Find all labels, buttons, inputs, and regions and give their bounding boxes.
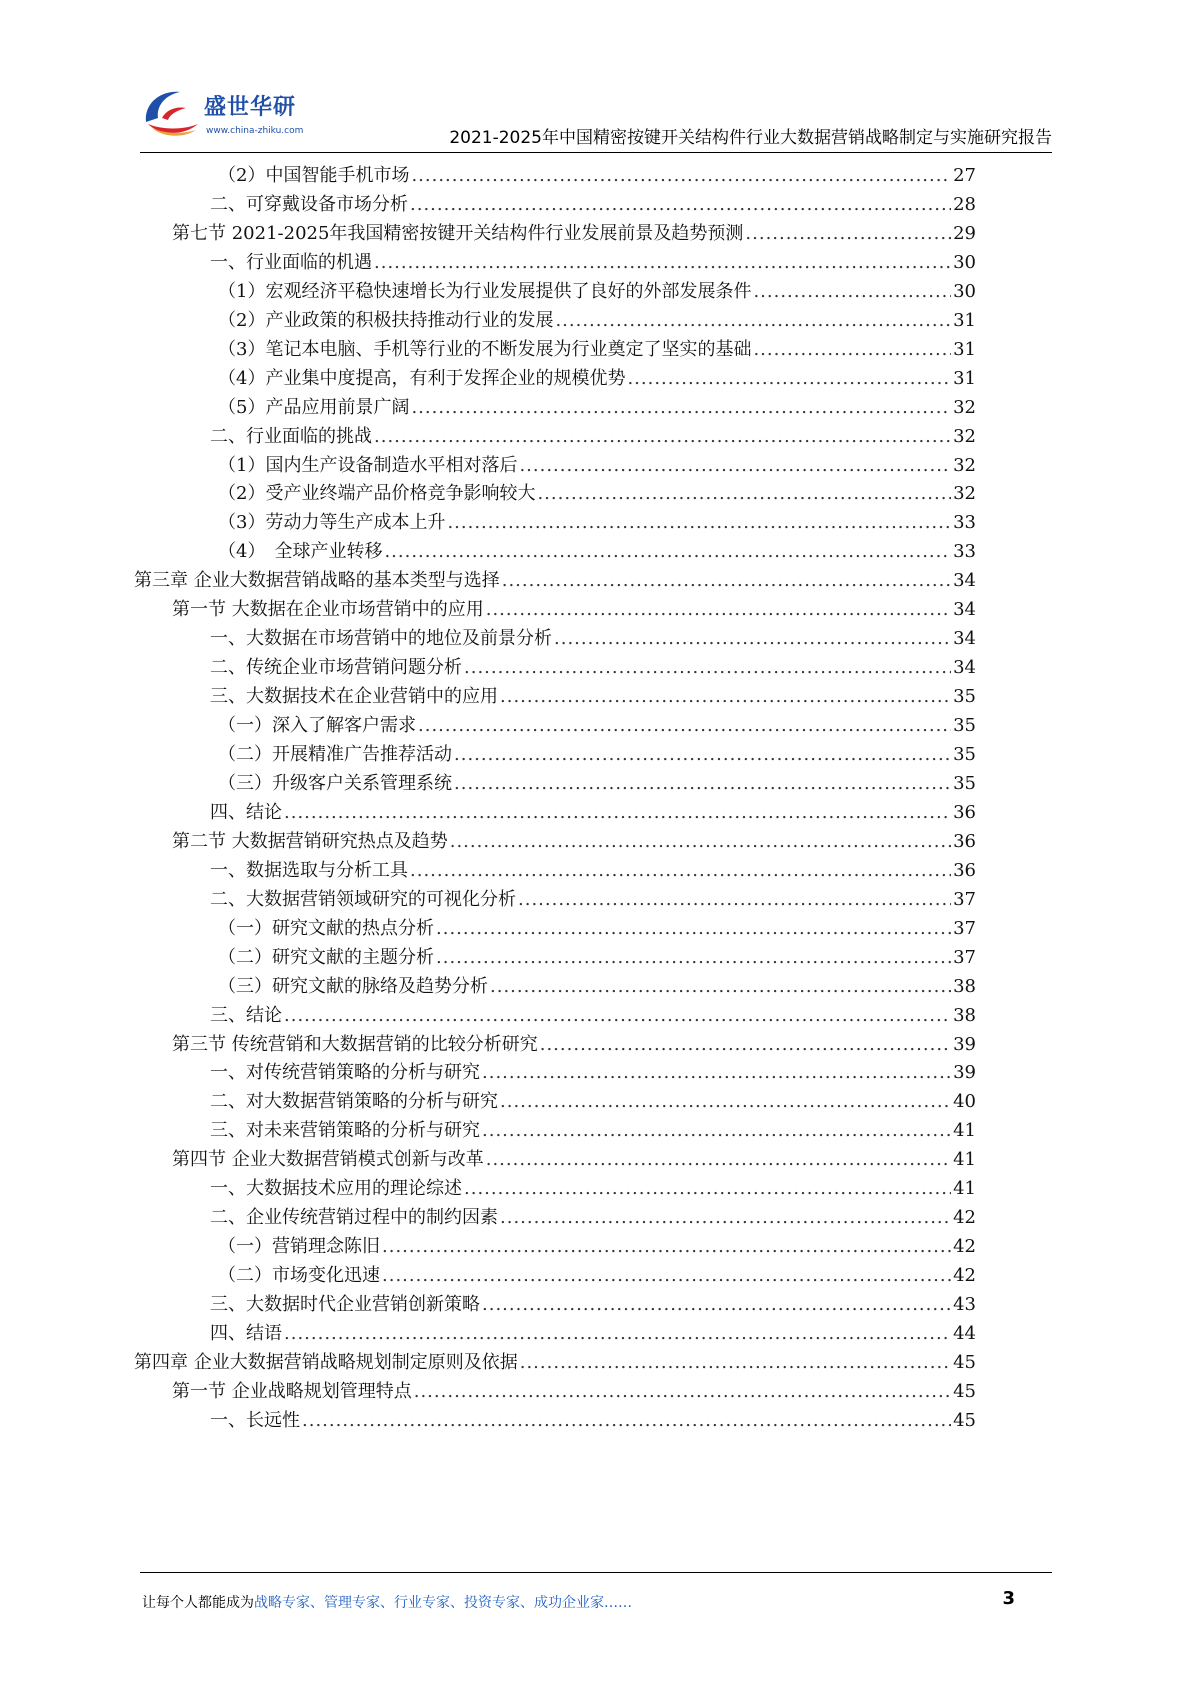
toc-entry[interactable] [218,394,976,422]
toc-entry-title: 一、长远性 [210,1409,300,1431]
toc-entry-title: 二、企业传统营销过程中的制约因素 [210,1207,498,1229]
toc-entry[interactable] [210,1407,976,1435]
toc-entry[interactable] [218,336,976,364]
footer-divider [140,1572,1052,1573]
toc-entry-page: 31 [953,338,976,360]
toc-entry[interactable] [210,1175,976,1203]
toc-entry-page: 36 [953,859,976,881]
toc-leader-dots [284,799,951,827]
toc-leader-dots [411,162,951,190]
toc-entry-title: 第二节 大数据营销研究热点及趋势 [172,830,448,852]
toc-entry[interactable] [210,857,976,885]
toc-entry-page: 35 [953,715,976,737]
toc-entry-page: 29 [953,222,976,244]
toc-entry-page: 42 [953,1236,976,1258]
toc-entry-title: 二、可穿戴设备市场分析 [210,193,408,215]
toc-entry[interactable] [218,915,976,943]
toc-leader-dots [447,509,951,537]
toc-leader-dots [482,1291,951,1319]
toc-entry-title: 三、大数据技术在企业营销中的应用 [210,686,498,708]
toc-entry-title: 第一节 大数据在企业市场营销中的应用 [172,599,484,621]
toc-entry[interactable] [218,278,976,306]
toc-leader-dots [382,1233,951,1261]
toc-leader-dots [540,1031,951,1059]
toc-entry-title: （一）深入了解客户需求 [218,715,416,737]
toc-leader-dots [500,1088,951,1116]
toc-entry-title: （一）研究文献的热点分析 [218,917,434,939]
toc-entry-title: 二、行业面临的挑战 [210,425,372,447]
toc-leader-dots [753,336,951,364]
toc-leader-dots [464,654,951,682]
toc-entry[interactable] [210,1088,976,1116]
toc-entry-title: （一）营销理念陈旧 [218,1236,380,1258]
toc-entry[interactable] [218,944,976,972]
toc-entry-title: 第三章 企业大数据营销战略的基本类型与选择 [134,570,500,592]
toc-entry-page: 44 [953,1323,976,1344]
toc-entry-page: 27 [953,165,976,186]
toc-entry[interactable] [172,1146,976,1174]
toc-leader-dots [464,1175,951,1203]
toc-entry-page: 32 [953,425,976,447]
toc-entry[interactable] [218,480,976,508]
toc-entry[interactable] [210,1002,976,1030]
toc-entry-page: 38 [953,1004,976,1026]
toc-entry[interactable] [210,1059,976,1087]
toc-entry-title: （三）升级客户关系管理系统 [218,772,452,794]
header-divider [140,152,1052,153]
toc-entry-title: 一、数据选取与分析工具 [210,859,408,881]
toc-entry-page: 40 [953,1091,976,1113]
toc-entry-title: 一、大数据在市场营销中的地位及前景分析 [210,628,552,650]
toc-leader-dots [450,828,951,856]
toc-entry-title: （二）市场变化迅速 [218,1265,380,1287]
toc-entry-title: 第七节 2021-2025年我国精密按键开关结构件行业发展前景及趋势预测 [172,222,744,244]
toc-entry-page: 34 [953,599,976,621]
toc-entry-page: 41 [953,1149,976,1171]
toc-entry-title: （3）笔记本电脑、手机等行业的不断发展为行业奠定了坚实的基础 [218,338,752,360]
slogan-lead: 让每个人都能成为 [142,1595,254,1611]
toc-entry-title: 三、结论 [210,1004,282,1026]
toc-entry-title: 四、结语 [210,1323,282,1344]
toc-entry[interactable] [210,1291,976,1319]
toc-entry-page: 31 [953,309,976,331]
toc-entry-title: 一、行业面临的机遇 [210,251,372,273]
toc-entry-page: 32 [953,483,976,505]
toc-entry-page: 34 [953,628,976,650]
footer-slogan [142,1592,632,1612]
toc-entry-title: （4）产业集中度提高，有利于发挥企业的规模优势 [218,367,626,389]
toc-entry-page: 45 [953,1409,976,1431]
toc-entry-title: （4） 全球产业转移 [218,541,383,563]
toc-leader-dots [436,915,951,943]
toc-leader-dots [753,278,951,306]
toc-entry[interactable] [210,249,976,277]
toc-entry-title: （二）研究文献的主题分析 [218,946,434,968]
toc-entry-page: 35 [953,744,976,765]
toc-entry-page: 45 [953,1380,976,1402]
toc-leader-dots [500,1204,951,1232]
toc-entry-page: 31 [953,367,976,389]
toc-entry-page: 43 [953,1294,976,1316]
toc-entry-page: 28 [953,193,976,215]
toc-entry[interactable] [210,1320,976,1348]
toc-leader-dots [284,1002,951,1030]
toc-entry-page: 35 [953,686,976,708]
toc-entry-page: 32 [953,396,976,418]
toc-entry-page: 36 [953,801,976,823]
toc-entry-page: 38 [953,975,976,997]
toc-entry-page: 33 [953,541,976,563]
toc-entry-page: 32 [953,454,976,476]
toc-entry[interactable] [218,1233,976,1261]
logo-url: www.china-zhiku.com [206,126,304,136]
toc-leader-dots [411,394,951,422]
toc-entry-title: 一、对传统营销策略的分析与研究 [210,1062,480,1084]
toc-leader-dots [537,480,951,508]
toc-entry-title: （三）研究文献的脉络及趋势分析 [218,975,488,997]
toc-entry-title: （1）国内生产设备制造水平相对落后 [218,454,518,476]
toc-entry-page: 30 [953,280,976,302]
toc-entry-title: （2）中国智能手机市场 [218,165,410,186]
toc-entry[interactable] [210,886,976,914]
toc-leader-dots [519,452,951,480]
toc-leader-dots [284,1320,951,1348]
document-title: 2021-2025年中国精密按键开关结构件行业大数据营销战略制定与实施研究报告 [449,128,1052,148]
toc-entry[interactable] [210,423,976,451]
toc-entry-page: 30 [953,251,976,273]
toc-entry-title: 二、传统企业市场营销问题分析 [210,657,462,679]
toc-entry-page: 41 [953,1178,976,1200]
toc-leader-dots [382,1262,951,1290]
toc-entry-title: （3）劳动力等生产成本上升 [218,512,446,534]
toc-leader-dots [518,886,951,914]
logo-name: 盛世华研 [204,95,297,120]
toc-entry-title: （1）宏观经济平稳快速增长为行业发展提供了良好的外部发展条件 [218,280,752,302]
toc-leader-dots [414,1378,951,1406]
toc-leader-dots [554,625,951,653]
toc-entry[interactable] [218,452,976,480]
toc-leader-dots [436,944,951,972]
toc-entry-page: 45 [953,1351,976,1373]
toc-entry[interactable] [210,799,976,827]
toc-leader-dots [490,973,951,1001]
toc-leader-dots [486,1146,951,1174]
toc-entry[interactable] [134,1349,976,1377]
toc-entry-title: 三、大数据时代企业营销创新策略 [210,1294,480,1316]
page-number: 3 [1002,1588,1015,1609]
toc-entry-page: 42 [953,1207,976,1229]
toc-entry-page: 37 [953,946,976,968]
toc-leader-dots [745,220,951,248]
toc-entry-page: 37 [953,917,976,939]
toc-leader-dots [410,191,951,219]
toc-entry[interactable] [210,654,976,682]
toc-leader-dots [384,538,951,566]
toc-entry[interactable] [218,509,976,537]
toc-entry-title: 三、对未来营销策略的分析与研究 [210,1120,480,1142]
toc-entry-title: 第一节 企业战略规划管理特点 [172,1380,412,1402]
toc-entry-title: 一、大数据技术应用的理论综述 [210,1178,462,1200]
toc-leader-dots [482,1059,951,1087]
toc-entry[interactable] [210,1117,976,1145]
toc-entry[interactable] [210,191,976,219]
toc-entry-title: （5）产品应用前景广阔 [218,396,410,418]
toc-leader-dots [482,1117,951,1145]
toc-entry-title: 第四章 企业大数据营销战略规划制定原则及依据 [134,1351,518,1373]
toc-entry[interactable] [218,741,976,769]
toc-leader-dots [374,249,951,277]
toc-entry[interactable] [172,828,976,856]
toc-entry[interactable] [218,973,976,1001]
logo-swoosh-icon [140,84,202,142]
toc-entry[interactable] [210,625,976,653]
toc-entry-page: 37 [953,888,976,910]
toc-entry-page: 41 [953,1120,976,1142]
toc-entry-page: 39 [953,1033,976,1055]
toc-entry-title: 第四节 企业大数据营销模式创新与改革 [172,1149,484,1171]
toc-leader-dots [555,307,951,335]
toc-entry[interactable] [210,1204,976,1232]
toc-entry[interactable] [218,307,976,335]
toc-entry[interactable] [218,770,976,798]
company-logo [140,84,340,146]
toc-entry[interactable] [134,567,976,595]
toc-entry[interactable] [218,162,976,190]
toc-entry-page: 39 [953,1062,976,1084]
toc-entry-title: 二、大数据营销领域研究的可视化分析 [210,888,516,910]
toc-leader-dots [502,567,951,595]
toc-entry-page: 34 [953,570,976,592]
toc-leader-dots [374,423,951,451]
toc-entry-page: 33 [953,512,976,534]
toc-entry[interactable] [218,365,976,393]
toc-entry-page: 36 [953,830,976,852]
toc-entry-title: （2）产业政策的积极扶持推动行业的发展 [218,309,554,331]
toc-entry-page: 42 [953,1265,976,1287]
toc-entry[interactable] [172,1031,976,1059]
toc-entry[interactable] [210,683,976,711]
toc-entry-title: （二）开展精准广告推荐活动 [218,744,452,765]
toc-leader-dots [454,741,951,769]
page-header [140,78,1052,150]
slogan-roles: 战略专家、管理专家、行业专家、投资专家、成功企业家…… [254,1595,632,1611]
toc-leader-dots [454,770,951,798]
toc-entry-title: 二、对大数据营销策略的分析与研究 [210,1091,498,1113]
toc-leader-dots [486,596,951,624]
toc-entry[interactable] [172,1378,976,1406]
toc-entry[interactable] [172,596,976,624]
toc-entry[interactable] [218,712,976,740]
toc-entry-title: 第三节 传统营销和大数据营销的比较分析研究 [172,1033,538,1055]
toc-entry[interactable] [218,1262,976,1290]
toc-entry[interactable] [218,538,976,566]
toc-entry-page: 35 [953,772,976,794]
toc-leader-dots [520,1349,951,1377]
toc-leader-dots [500,683,951,711]
toc-leader-dots [418,712,951,740]
toc-leader-dots [627,365,951,393]
toc-entry-title: （2）受产业终端产品价格竞争影响较大 [218,483,536,505]
toc-leader-dots [302,1407,951,1435]
toc-leader-dots [410,857,951,885]
toc-entry-title: 四、结论 [210,801,282,823]
toc-entry[interactable] [172,220,976,248]
toc-entry-page: 34 [953,657,976,679]
